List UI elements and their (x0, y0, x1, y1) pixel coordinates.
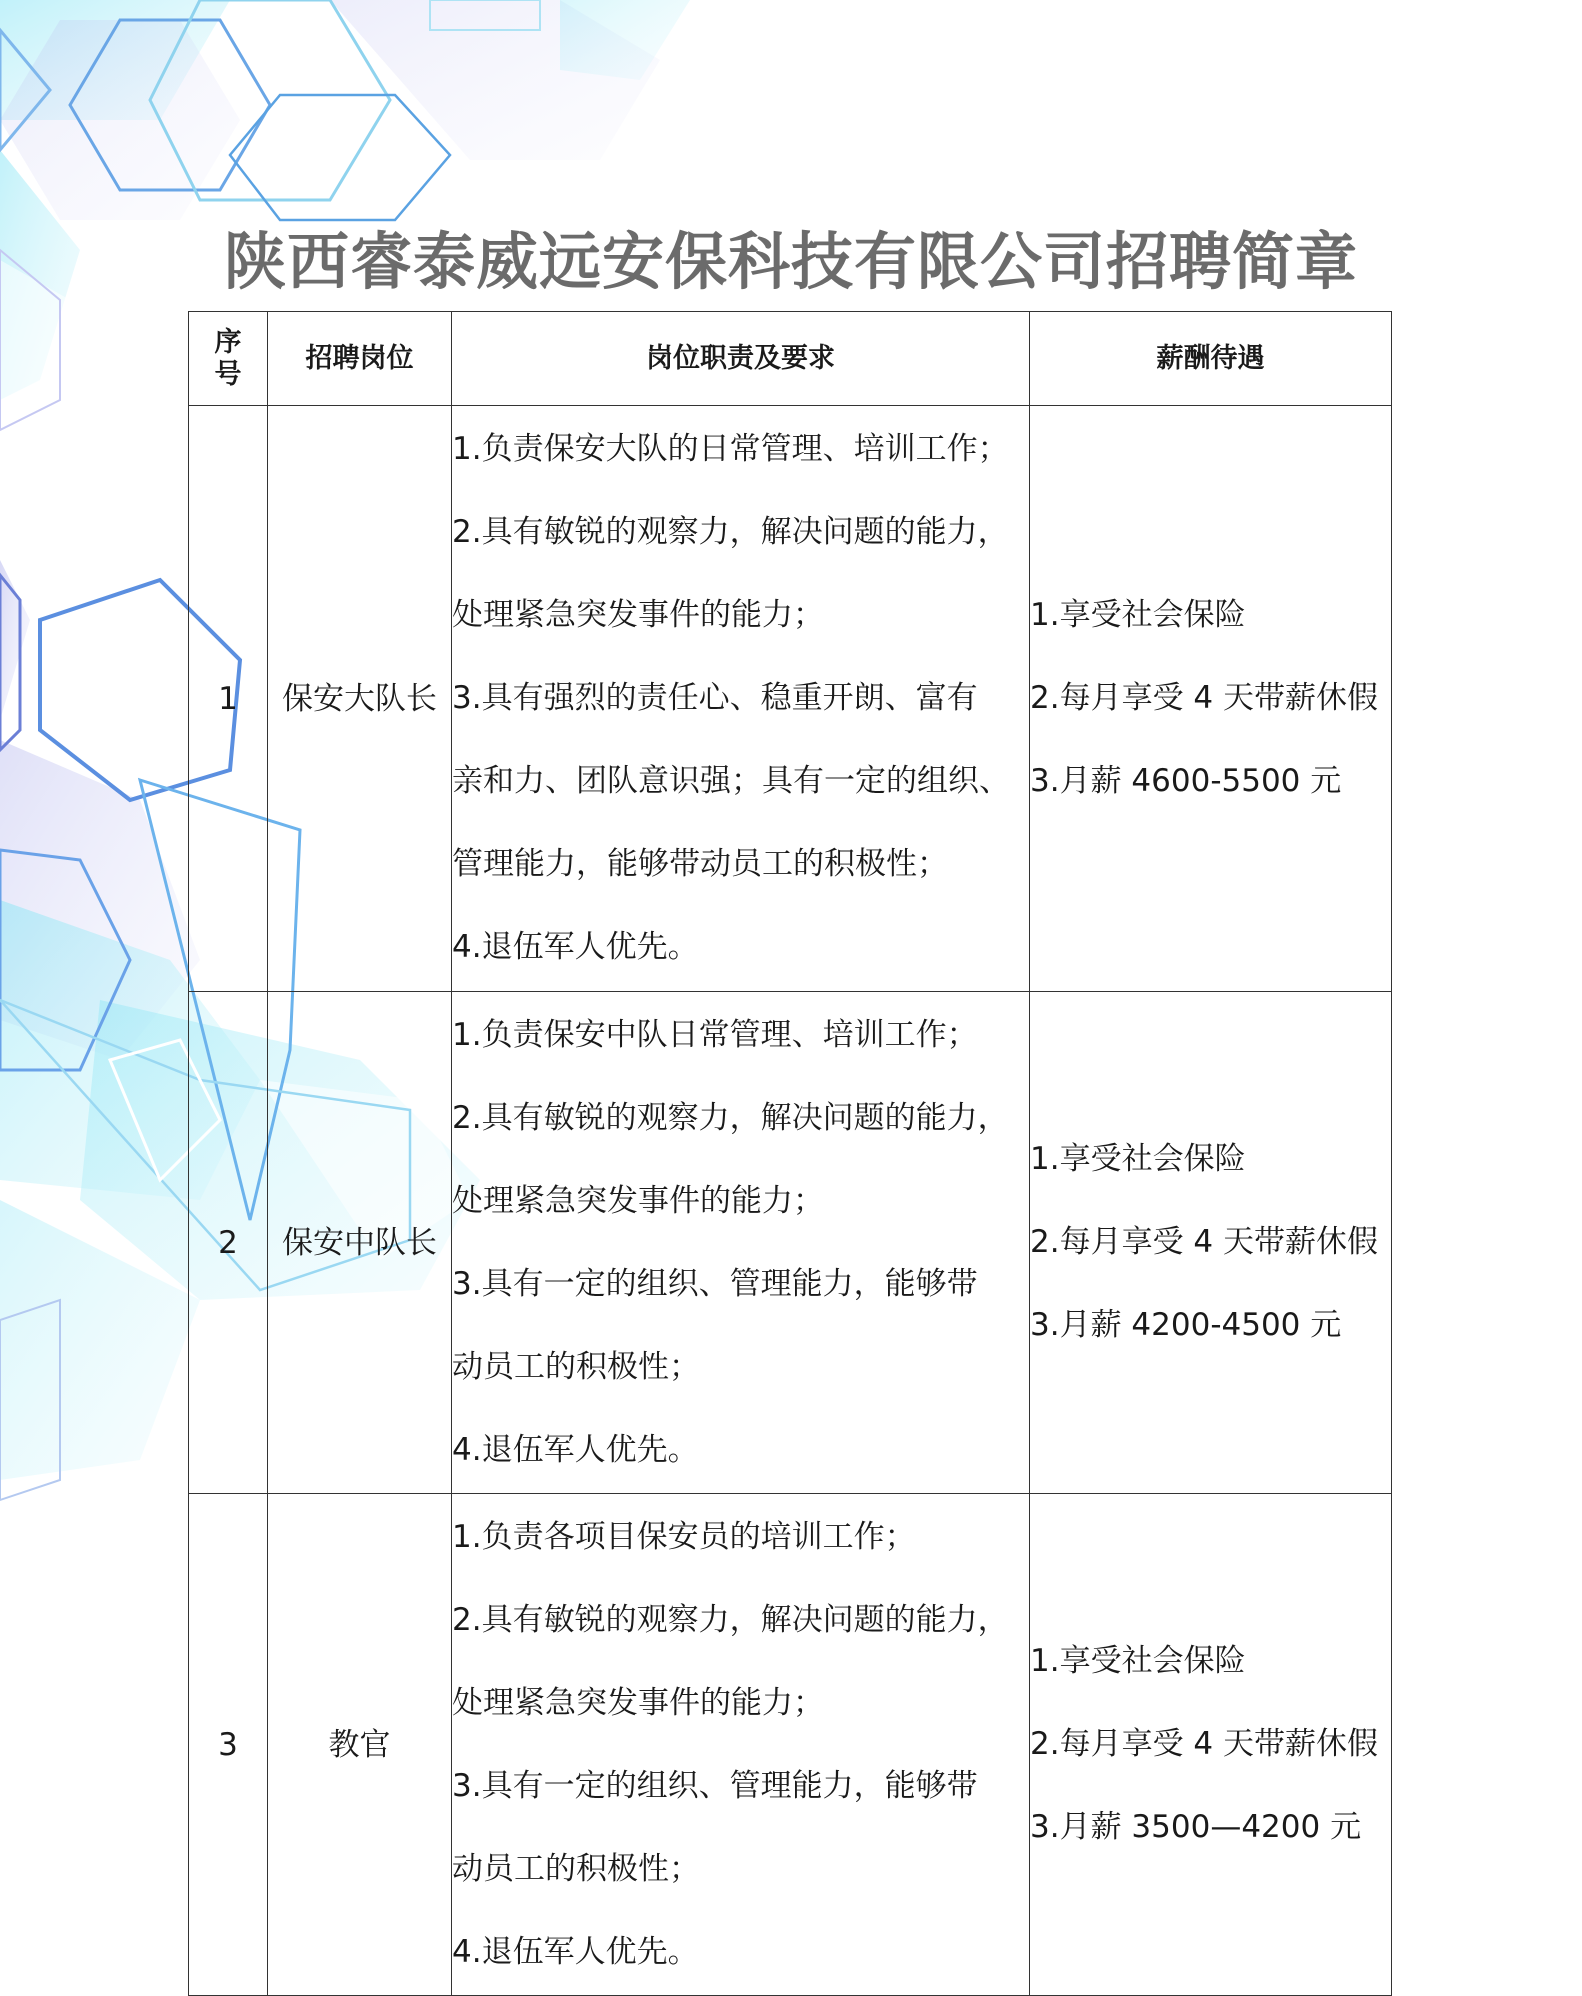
duty-line: 3.具有一定的组织、管理能力，能够带 (452, 1767, 978, 1804)
duties-cell (452, 406, 1030, 992)
header-serial-number (189, 312, 268, 406)
header-salary: 薪酬待遇 (1030, 312, 1392, 406)
position-name: 教官 (268, 1494, 452, 1996)
duty-line: 2.具有敏锐的观察力，解决问题的能力， (452, 1099, 1009, 1136)
header-serial-number-line2: 号 (214, 358, 242, 390)
benefit-line: 3.月薪 4200-4500 元 (1030, 1307, 1342, 1343)
duty-line: 2.具有敏锐的观察力，解决问题的能力， (452, 1601, 1009, 1638)
position-name: 保安中队长 (268, 992, 452, 1494)
benefits-cell (1030, 406, 1392, 992)
duties-cell (452, 992, 1030, 1494)
benefit-line: 2.每月享受 4 天带薪休假 (1030, 680, 1379, 716)
duty-line: 4.退伍军人优先。 (452, 1933, 699, 1970)
duty-line: 管理能力，能够带动员工的积极性； (452, 846, 948, 882)
duty-line: 动员工的积极性； (452, 1348, 700, 1385)
duties-cell (452, 1494, 1030, 1996)
benefit-line: 3.月薪 3500—4200 元 (1030, 1809, 1362, 1845)
header-duties: 岗位职责及要求 (452, 312, 1030, 406)
position-name: 保安大队长 (268, 406, 452, 992)
header-serial-number-line1: 序 (214, 326, 242, 358)
duty-line: 处理紧急突发事件的能力； (452, 1182, 824, 1219)
duty-line: 亲和力、团队意识强；具有一定的组织、 (452, 763, 1010, 799)
page-title: 陕西睿泰威远安保科技有限公司招聘简章 (223, 225, 1358, 298)
duty-line: 1.负责保安中队日常管理、培训工作； (452, 1016, 978, 1053)
benefit-line: 1.享受社会保险 (1030, 597, 1246, 633)
duty-line: 2.具有敏锐的观察力，解决问题的能力， (452, 514, 1009, 550)
duty-line: 1.负责保安大队的日常管理、培训工作； (452, 431, 1009, 467)
duty-line: 处理紧急突发事件的能力； (452, 597, 824, 633)
table-row (189, 992, 1392, 1494)
duty-line: 动员工的积极性； (452, 1850, 700, 1887)
table-row (189, 406, 1392, 992)
benefit-line: 2.每月享受 4 天带薪休假 (1030, 1726, 1379, 1762)
header-position: 招聘岗位 (268, 312, 452, 406)
duty-line: 处理紧急突发事件的能力； (452, 1684, 824, 1721)
benefit-line: 1.享受社会保险 (1030, 1141, 1246, 1177)
table-row (189, 1494, 1392, 1996)
duty-line: 4.退伍军人优先。 (452, 929, 699, 965)
row-number: 1 (189, 406, 268, 992)
duty-line: 4.退伍军人优先。 (452, 1431, 699, 1468)
benefits-cell (1030, 992, 1392, 1494)
benefits-cell (1030, 1494, 1392, 1996)
recruitment-table (188, 311, 1392, 1996)
benefit-line: 2.每月享受 4 天带薪休假 (1030, 1224, 1379, 1260)
duty-line: 3.具有一定的组织、管理能力，能够带 (452, 1265, 978, 1302)
row-number: 3 (189, 1494, 268, 1996)
duty-line: 3.具有强烈的责任心、稳重开朗、富有 (452, 680, 978, 716)
benefit-line: 1.享受社会保险 (1030, 1643, 1246, 1679)
row-number: 2 (189, 992, 268, 1494)
table-header-row (189, 312, 1392, 406)
duty-line: 1.负责各项目保安员的培训工作； (452, 1518, 916, 1555)
benefit-line: 3.月薪 4600-5500 元 (1030, 763, 1342, 799)
